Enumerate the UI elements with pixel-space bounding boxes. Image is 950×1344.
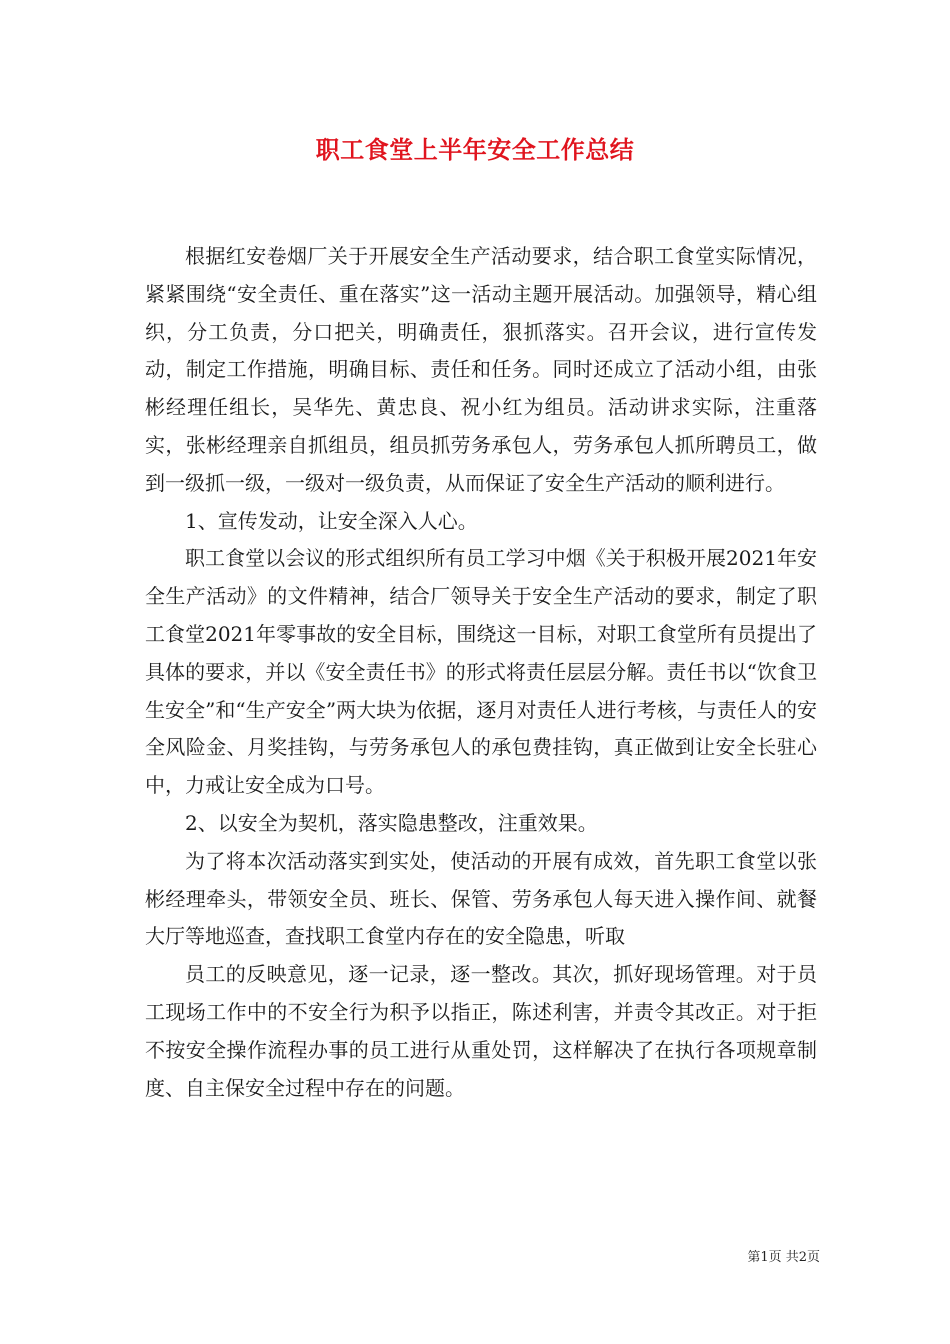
paragraph: 根据红安卷烟厂关于开展安全生产活动要求，结合职工食堂实际情况，紧紧围绕“安全责任、重在落实”这一活动主题开展活动。加强领导，精心组织，分工负责，分口把关，明确责任，狠抓落实。召开会议，进行宣传发动，制定工作措施，明确目标、责任和任务。同时还成立了活动小组，由张彬经理任组长，吴华先、黄忠良、祝小红为组员。活动讲求实际，注重落实，张彬经理亲自抓组员，组员抓劳务承包人，劳务承包人抓所聘员工，做到一级抓一级，一级对一级负责，从而保证了安全生产活动的顺利进行。	[145, 244, 817, 495]
document-body	[145, 238, 817, 1107]
paragraph: 职工食堂以会议的形式组织所有员工学习中烟《关于积极开展2021年安全生产活动》的文件精神，结合厂领导关于安全生产活动的要求，制定了职工食堂2021年零事故的安全目标，围绕这一目标，对职工食堂所有员提出了具体的要求，并以《安全责任书》的形式将责任层层分解。责任书以“饮食卫生安全”和“生产安全”两大块为依据，逐月对责任人进行考核，与责任人的安全风险金、月奖挂钩，与劳务承包人的承包费挂钩，真正做到让安全长驻心中，力戒让安全成为口号。	[145, 546, 817, 798]
paragraph: 为了将本次活动落实到实处，使活动的开展有成效，首先职工食堂以张彬经理牵头，带领安全员、班长、保管、劳务承包人每天进入操作间、就餐大厅等地巡查，查找职工食堂内存在的安全隐患，听取	[145, 848, 817, 949]
section-heading: 1、宣传发动，让安全深入人心。	[185, 508, 478, 533]
section-heading: 2、以安全为契机，落实隐患整改，注重效果。	[185, 810, 598, 835]
paragraph: 员工的反映意见，逐一记录，逐一整改。其次，抓好现场管理。对于员工现场工作中的不安全行为积予以指正，陈述利害，并责令其改正。对于拒不按安全操作流程办事的员工进行从重处罚，这样解决了在执行各项规章制度、自主保安全过程中存在的问题。	[145, 962, 817, 1100]
document-title: 职工食堂上半年安全工作总结	[315, 135, 635, 164]
page-number: 第1页 共2页	[747, 1250, 820, 1265]
